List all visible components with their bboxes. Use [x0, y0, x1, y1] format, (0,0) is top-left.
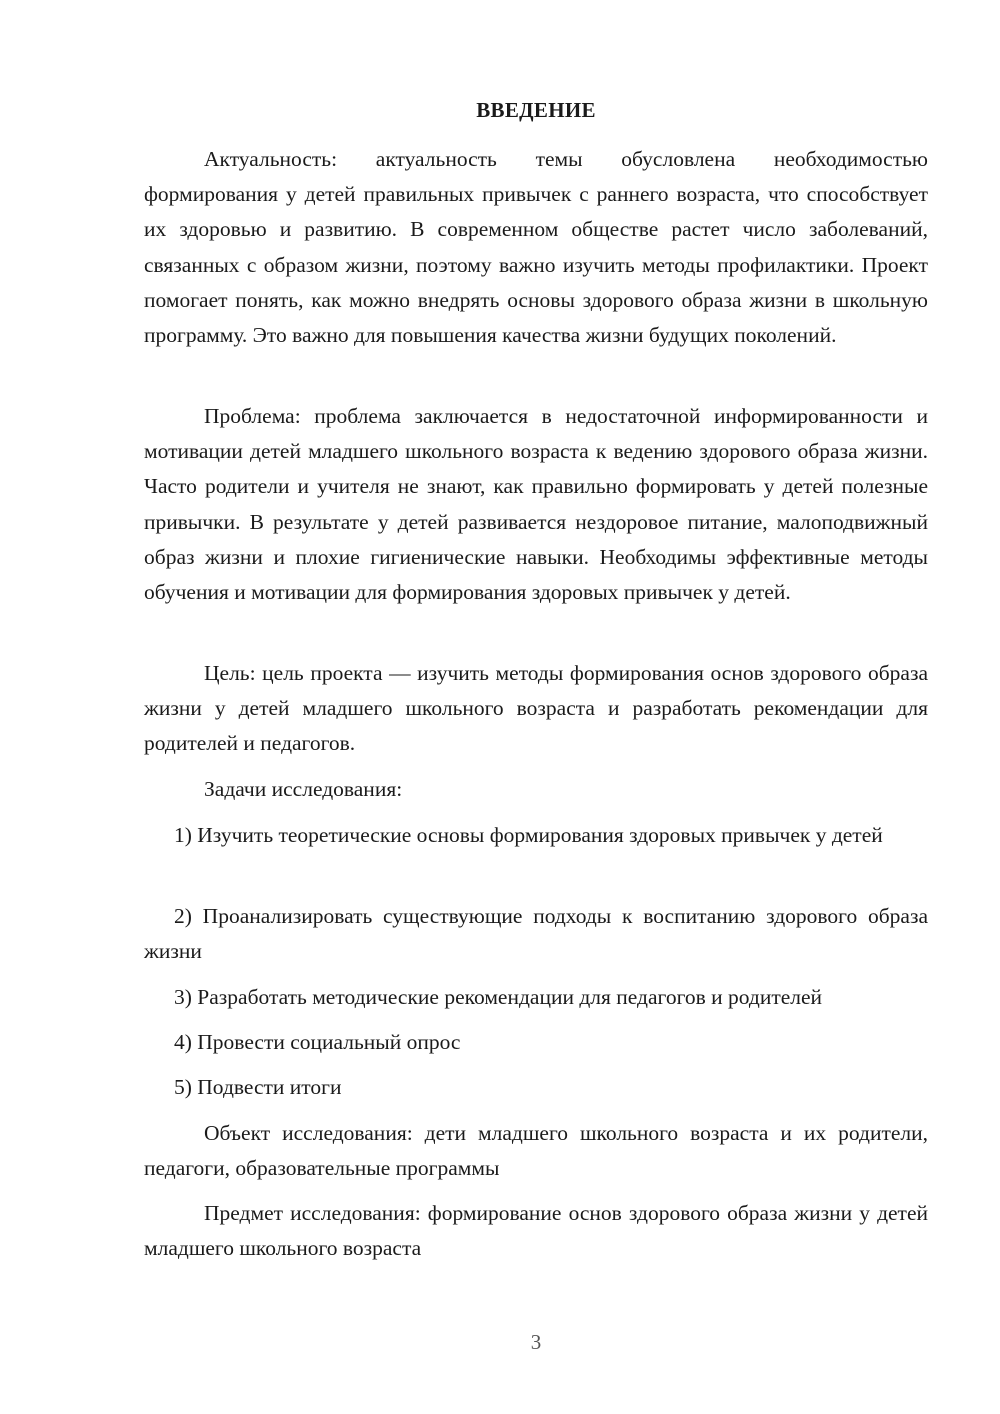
relevance-paragraph: Актуальность: актуальность темы обусловлена необходимостью формирования у детей правильных привычек с раннего возраста, что способствует их здоровью и развитию. В современном обществе растет число заболеваний, связанных с образом жизни, поэтому важно изучить методы профилактики. Проект помогает понять, как можно внедрять основы здорового образа жизни в школьную программу. Это важно для повышения качества жизни будущих поколений.: [144, 147, 928, 348]
subject-paragraph: Предмет исследования: формирование основ здорового образа жизни у детей младшего школьного возраста: [144, 1201, 928, 1261]
task-item-1: 1) Изучить теоретические основы формирования здоровых привычек у детей: [174, 823, 883, 847]
task-item-3: 3) Разработать методические рекомендации для педагогов и родителей: [174, 985, 823, 1009]
goal-paragraph: Цель: цель проекта — изучить методы формирования основ здорового образа жизни у детей младшего школьного возраста и разработать рекомендации для родителей и педагогов.: [144, 661, 928, 756]
page-number: 3: [530, 1330, 542, 1354]
problem-paragraph: Проблема: проблема заключается в недостаточной информированности и мотивации детей младшего школьного возраста к ведению здорового образа жизни. Часто родители и учителя не знают, как правильно формировать у детей полезные привычки. В результате у детей развивается нездоровое питание, малоподвижный образ жизни и плохие гигиенические навыки. Необходимы эффективные методы обучения и мотивации для формирования здоровых привычек у детей.: [144, 404, 928, 605]
object-paragraph: Объект исследования: дети младшего школьного возраста и их родители, педагоги, образовательные программы: [144, 1121, 928, 1181]
page-title: ВВЕДЕНИЕ: [476, 98, 596, 122]
task-item-5: 5) Подвести итоги: [174, 1075, 342, 1099]
task-item-4: 4) Провести социальный опрос: [174, 1030, 461, 1054]
tasks-heading: Задачи исследования:: [204, 777, 403, 801]
task-item-2: 2) Проанализировать существующие подходы к воспитанию здорового образа жизни: [144, 904, 928, 964]
document-page: [144, 0, 928, 1414]
